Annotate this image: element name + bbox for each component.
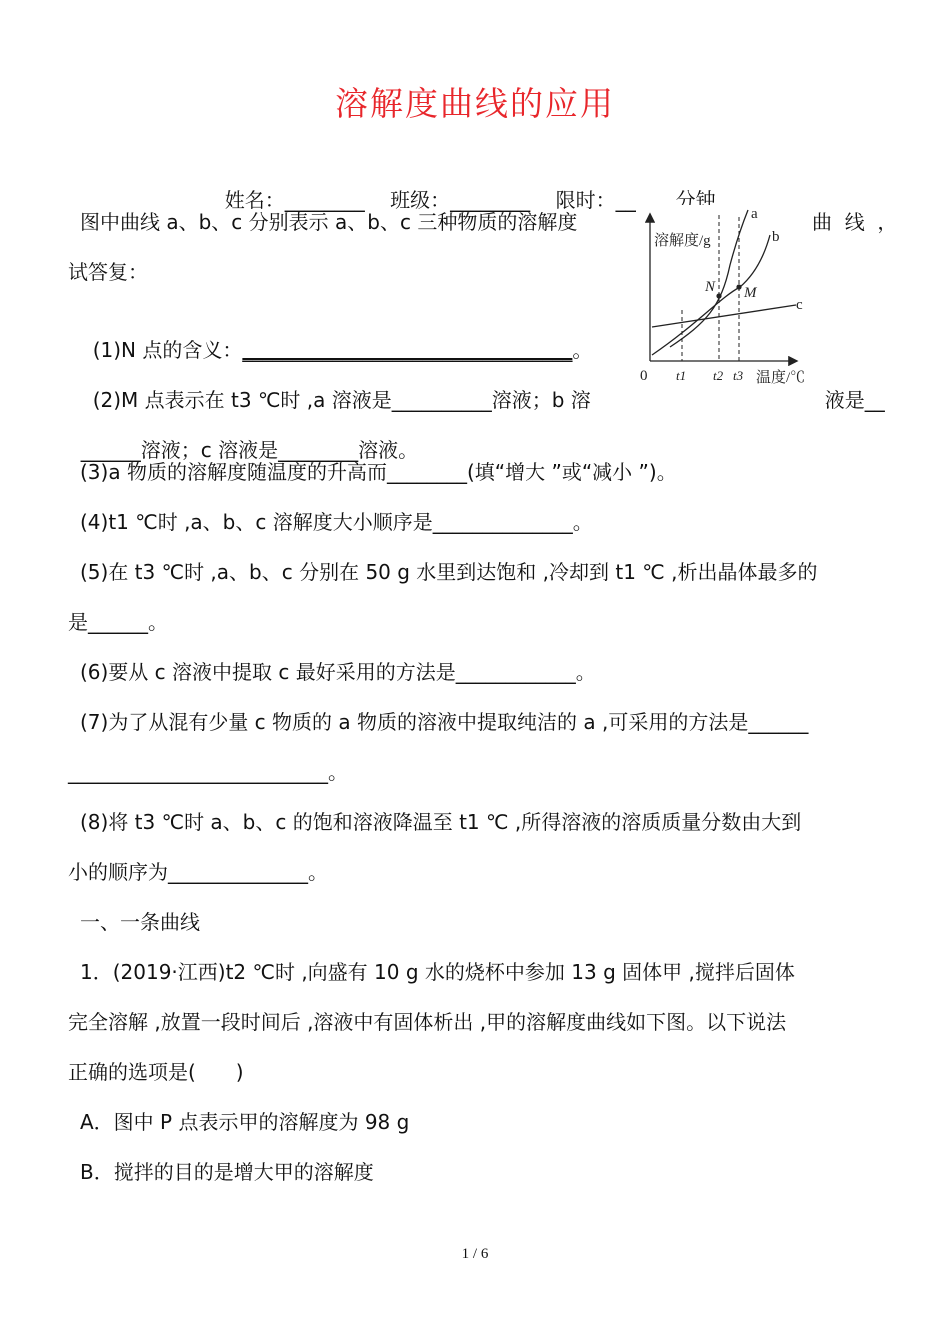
question-6: (6)要从 c 溶液中提取 c 最好采用的方法是____________。 [80, 660, 596, 684]
point-M [736, 284, 741, 289]
page-number: 1 / 6 [461, 1246, 489, 1262]
answer-blank: __________ [391, 388, 492, 412]
question-8-line-2: 小的顺序为______________。 [68, 860, 328, 884]
question-4: (4)t1 ℃时 ,a、b、c 溶解度大小顺序是______________。 [80, 510, 593, 534]
curve-c-label: c [796, 297, 803, 313]
solubility-chart [636, 205, 812, 391]
curve-b-label: b [772, 229, 780, 245]
question-5-line-2: 是______。 [68, 610, 168, 634]
question-2-line-1: (2)M 点表示在 t3 ℃时 ,a 溶液是__________溶液；b 溶 [92, 388, 591, 412]
answer-blank: ______ [80, 438, 141, 462]
point-M-label: M [744, 285, 757, 301]
answer-blank: ________ [278, 438, 359, 462]
x-axis-label: 温度/℃ [756, 370, 806, 386]
problem-1-line-1: 1．(2019·江西)t2 ℃时 ,向盛有 10 g 水的烧杯中参加 13 g 固体甲 ,搅拌后固体 [80, 960, 795, 984]
curve-c [652, 305, 796, 327]
section-heading: 一、一条曲线 [80, 910, 200, 934]
point-N [716, 293, 721, 298]
time-limit-field: 限时：______分钟 [555, 188, 716, 212]
curve-a-label: a [751, 206, 758, 222]
option-b: B．搅拌的目的是增大甲的溶解度 [80, 1160, 374, 1184]
question-7-line-2: __________________________。 [68, 760, 348, 784]
class-field: 班级：________ [390, 188, 531, 212]
question-2-line-2: ______溶液；c 溶液是________溶液。 [80, 438, 419, 462]
question-2-line-1-right: 液是__ [824, 388, 885, 412]
point-N-label: N [705, 279, 716, 295]
question-8-line-1: (8)将 t3 ℃时 a、b、c 的饱和溶液降温至 t1 ℃ ,所得溶液的溶质质量分数由大到 [80, 810, 802, 834]
intro-text-right: 曲 线 ， [812, 210, 898, 234]
tick-t1: t1 [676, 368, 687, 383]
question-1: (1)N 点的含义：_________________________________。 [92, 338, 593, 362]
name-field: 姓名：________ [224, 188, 365, 212]
problem-1-line-3: 正确的选项是( ) [68, 1060, 244, 1084]
answer-blank: _________________________________ [242, 338, 573, 362]
origin-label: 0 [640, 368, 648, 384]
option-a: A．图中 P 点表示甲的溶解度为 98 g [80, 1110, 410, 1134]
intro-text: 图中曲线 a、b、c 分别表示 a、b、c 三种物质的溶解度 [80, 210, 578, 234]
page-title: 溶解度曲线的应用 [335, 84, 615, 123]
problem-1-line-2: 完全溶解 ,放置一段时间后 ,溶液中有固体析出 ,甲的溶解度曲线如下图。以下说法 [68, 1010, 787, 1034]
question-7-line-1: (7)为了从混有少量 c 物质的 a 物质的溶液中提取纯洁的 a ,可采用的方法是______ [80, 710, 809, 734]
y-axis-label: 溶解度/g [654, 233, 711, 249]
intro-text-2: 试答复： [68, 260, 148, 284]
question-3: (3)a 物质的溶解度随温度的升高而________(填“增大 ”或“减小 ”)。 [80, 460, 677, 484]
question-5-line-1: (5)在 t3 ℃时 ,a、b、c 分别在 50 g 水里到达饱和 ,冷却到 t1 ℃ ,析出晶体最多的 [80, 560, 818, 584]
tick-t2: t2 [713, 368, 724, 383]
tick-t3: t3 [733, 368, 744, 383]
